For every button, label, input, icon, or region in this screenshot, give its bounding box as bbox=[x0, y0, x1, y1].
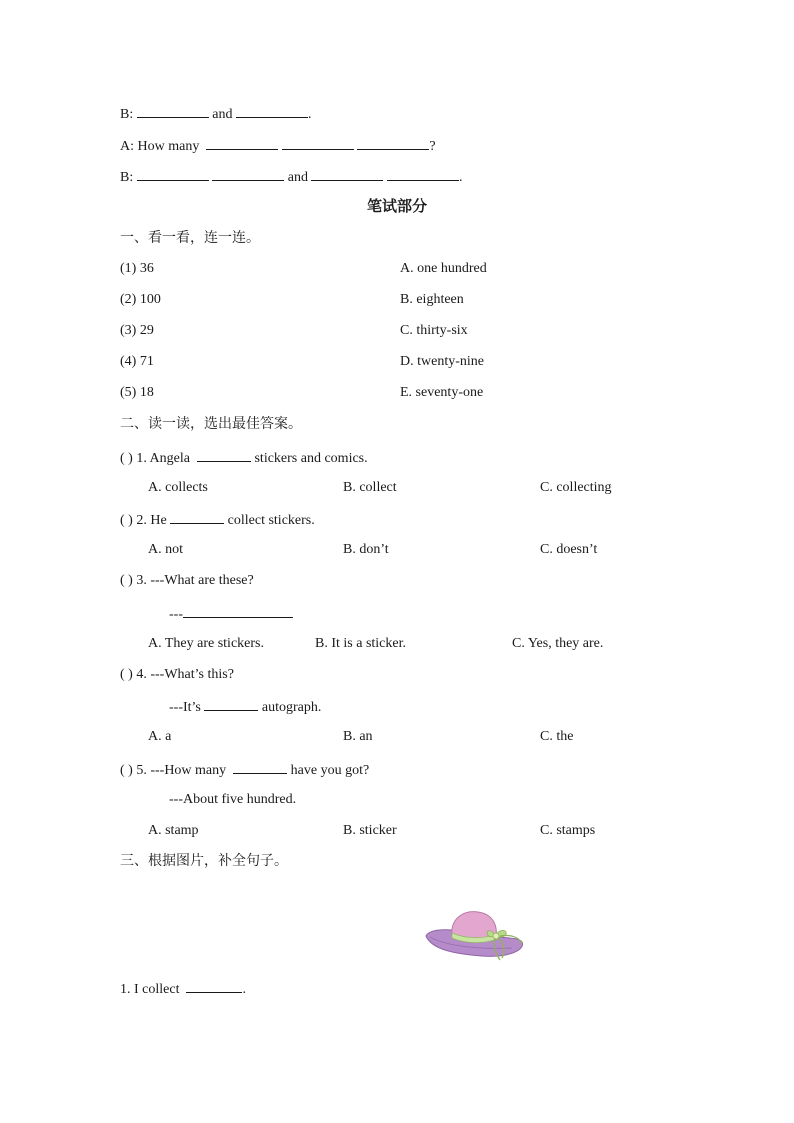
punctuation: . bbox=[307, 107, 312, 122]
question-4 bbox=[120, 665, 234, 685]
option[interactable]: C. collecting bbox=[540, 480, 612, 495]
answer-blank[interactable] bbox=[186, 978, 242, 993]
option[interactable]: C. stamps bbox=[540, 823, 596, 838]
option[interactable]: B. sticker bbox=[343, 823, 397, 838]
reply-line bbox=[169, 603, 293, 625]
dialogue-line-3 bbox=[120, 166, 462, 188]
match-right-item[interactable]: B. eighteen bbox=[400, 292, 464, 307]
option[interactable]: A. collects bbox=[148, 480, 208, 495]
match-left-item[interactable]: (3) 29 bbox=[120, 323, 154, 338]
punctuation: . bbox=[458, 170, 463, 185]
answer-blank[interactable] bbox=[387, 166, 459, 181]
answer-paren[interactable]: ( ) bbox=[120, 573, 133, 588]
answer-blank[interactable] bbox=[357, 135, 429, 150]
written-part-title: 笔试部分 bbox=[366, 197, 427, 215]
answer-paren[interactable]: ( ) bbox=[120, 667, 133, 682]
reply-line bbox=[169, 696, 321, 718]
sun-hat-image bbox=[422, 906, 530, 964]
sentence-1 bbox=[120, 978, 246, 1000]
dialogue-line-2 bbox=[120, 135, 436, 157]
punctuation: . bbox=[242, 982, 246, 997]
match-left-item[interactable]: (4) 71 bbox=[120, 354, 154, 369]
answer-paren[interactable]: ( ) bbox=[120, 451, 133, 466]
option[interactable]: B. don’t bbox=[343, 542, 389, 557]
option[interactable]: B. It is a sticker. bbox=[315, 636, 406, 651]
section-3-title: 三、根据图片，补全句子。 bbox=[120, 853, 288, 869]
connector-text: and bbox=[212, 107, 233, 122]
option[interactable]: A. not bbox=[148, 542, 183, 557]
section-2-title: 二、读一读，选出最佳答案。 bbox=[120, 416, 302, 432]
reply-text: ---It’s bbox=[169, 700, 201, 715]
answer-blank[interactable] bbox=[311, 166, 383, 181]
answer-blank[interactable] bbox=[137, 103, 209, 118]
question-text: 4. ---What’s this? bbox=[136, 667, 234, 682]
question-text: 2. He bbox=[136, 513, 167, 528]
match-right-item[interactable]: A. one hundred bbox=[400, 261, 487, 276]
answer-blank[interactable] bbox=[137, 166, 209, 181]
question-text: 1. Angela bbox=[136, 451, 190, 466]
option[interactable]: A. They are stickers. bbox=[148, 636, 264, 651]
reply-line: ---About five hundred. bbox=[169, 792, 297, 807]
question-2 bbox=[120, 509, 315, 531]
question-text: How many bbox=[137, 139, 200, 154]
option[interactable]: B. an bbox=[343, 729, 373, 744]
question-5 bbox=[120, 759, 369, 781]
match-left-item[interactable]: (1) 36 bbox=[120, 261, 154, 276]
option[interactable]: B. collect bbox=[343, 480, 397, 495]
question-text: stickers and comics. bbox=[254, 451, 368, 466]
answer-blank[interactable] bbox=[197, 447, 251, 462]
match-left-item[interactable]: (2) 100 bbox=[120, 292, 161, 307]
answer-blank[interactable] bbox=[233, 759, 287, 774]
dialogue-line-1 bbox=[120, 103, 311, 125]
match-right-item[interactable]: C. thirty-six bbox=[400, 323, 468, 338]
connector-text: and bbox=[287, 170, 308, 185]
match-right-item[interactable]: D. twenty-nine bbox=[400, 354, 484, 369]
match-right-item[interactable]: E. seventy-one bbox=[400, 385, 484, 400]
answer-blank[interactable] bbox=[183, 603, 293, 618]
option[interactable]: A. a bbox=[148, 729, 172, 744]
section-1-title: 一、看一看，连一连。 bbox=[120, 230, 260, 246]
answer-blank[interactable] bbox=[206, 135, 278, 150]
answer-blank[interactable] bbox=[170, 509, 224, 524]
question-text: have you got? bbox=[290, 763, 370, 778]
option[interactable]: C. doesn’t bbox=[540, 542, 598, 557]
option[interactable]: C. Yes, they are. bbox=[512, 636, 604, 651]
question-text: 5. ---How many bbox=[136, 763, 227, 778]
question-text: 3. ---What are these? bbox=[136, 573, 254, 588]
punctuation: ? bbox=[429, 139, 436, 154]
question-text: collect stickers. bbox=[227, 513, 315, 528]
question-3 bbox=[120, 571, 254, 591]
match-left-item[interactable]: (5) 18 bbox=[120, 385, 154, 400]
option[interactable]: A. stamp bbox=[148, 823, 199, 838]
answer-blank[interactable] bbox=[204, 696, 258, 711]
speaker-label: B: bbox=[120, 107, 134, 122]
answer-paren[interactable]: ( ) bbox=[120, 513, 133, 528]
answer-blank[interactable] bbox=[212, 166, 284, 181]
reply-dashes: --- bbox=[169, 607, 183, 622]
speaker-label: B: bbox=[120, 170, 134, 185]
option[interactable]: C. the bbox=[540, 729, 574, 744]
sentence-text: 1. I collect bbox=[120, 982, 180, 997]
question-1 bbox=[120, 447, 368, 469]
answer-blank[interactable] bbox=[282, 135, 354, 150]
reply-text: autograph. bbox=[261, 700, 322, 715]
answer-paren[interactable]: ( ) bbox=[120, 763, 133, 778]
speaker-label: A: bbox=[120, 139, 134, 154]
answer-blank[interactable] bbox=[236, 103, 308, 118]
